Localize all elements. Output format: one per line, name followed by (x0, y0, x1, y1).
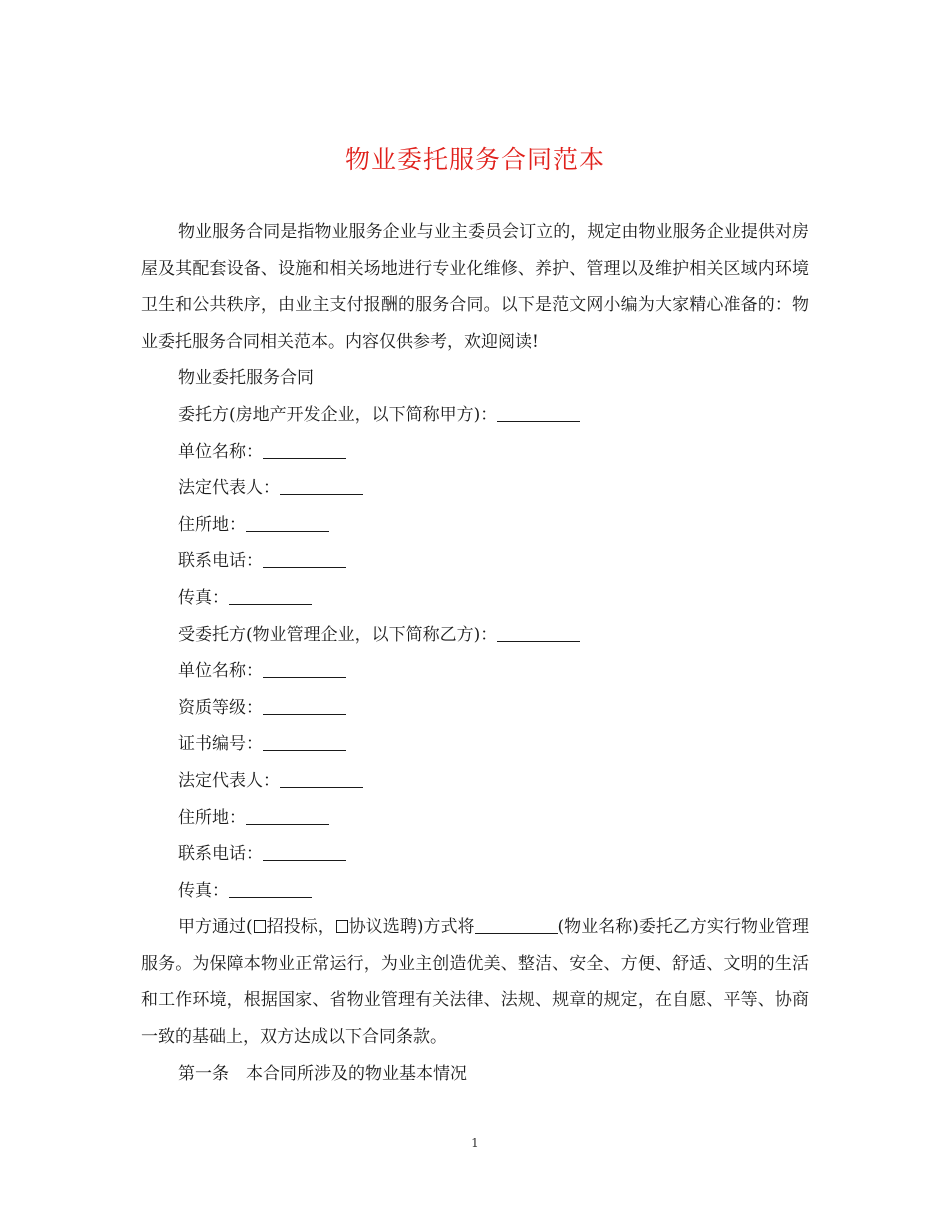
fill-blank (497, 404, 580, 422)
fill-blank (246, 807, 329, 825)
contract-heading: 物业委托服务合同 (178, 368, 314, 389)
field-label: 传真： (178, 880, 229, 901)
fill-blank (229, 880, 312, 898)
party-a-field (141, 434, 809, 471)
party-b-field (141, 800, 809, 837)
option-agreement: 协议选聘)方式将 (348, 917, 475, 938)
document-body (141, 214, 809, 1092)
checkbox-agreement[interactable] (336, 920, 348, 933)
party-a-field (141, 507, 809, 544)
page-number: 1 (471, 1136, 479, 1150)
fill-blank (263, 843, 346, 861)
party-b-field (141, 653, 809, 690)
fill-blank (263, 660, 346, 678)
party-b-field (141, 873, 809, 910)
field-label: 联系电话： (178, 844, 263, 865)
fill-blank (280, 477, 363, 495)
field-label: 住所地： (178, 807, 246, 828)
party-b-line (141, 617, 809, 654)
fill-blank (497, 624, 580, 642)
fill-blank (229, 587, 312, 605)
mandate-prefix: 甲方通过( (178, 917, 253, 938)
party-a-field (141, 543, 809, 580)
party-b-label: 受委托方(物业管理企业，以下简称乙方)： (178, 624, 498, 645)
party-a-line (141, 397, 809, 434)
field-label: 法定代表人： (178, 478, 280, 499)
party-b-field (141, 763, 809, 800)
field-label: 单位名称： (178, 661, 263, 682)
field-label: 证书编号： (178, 734, 263, 755)
mandate-suffix: (物业名称)委托乙方实行物业管理服务。为保障本物业正常运行，为业主创造优美、整洁、安全、方便、舒适、文明的生活和工作环境，根据国家、省物业管理有关法律、法规、规章的规定，在自愿、平等、协商一致的基础上，双方达成以下合同条款。 (141, 917, 810, 1048)
fill-blank (263, 550, 346, 568)
article-heading: 第一条 本合同所涉及的物业基本情况 (178, 1063, 467, 1084)
fill-blank (263, 441, 346, 459)
party-a-field (141, 580, 809, 617)
checkbox-tender[interactable] (254, 920, 266, 933)
document-title: 物业委托服务合同范本 (344, 145, 605, 174)
party-b-field (141, 726, 809, 763)
party-b-field (141, 690, 809, 727)
field-label: 单位名称： (178, 441, 263, 462)
intro-paragraph: 物业服务合同是指物业服务企业与业主委员会订立的，规定由物业服务企业提供对房屋及其配套设备、设施和相关场地进行专业化维修、养护、管理以及维护相关区域内环境卫生和公共秩序，由业主支付报酬的服务合同。以下是范文网小编为大家精心准备的：物业委托服务合同相关范本。内容仅供参考，欢迎阅读! (141, 222, 809, 352)
field-label: 资质等级： (178, 697, 263, 718)
party-a-label: 委托方(房地产开发企业，以下简称甲方)： (178, 404, 498, 425)
field-label: 法定代表人： (178, 770, 280, 791)
fill-blank (263, 733, 346, 751)
fill-blank (263, 697, 346, 715)
field-label: 传真： (178, 587, 229, 608)
fill-blank (475, 916, 558, 934)
fill-blank (246, 514, 329, 532)
party-a-field (141, 470, 809, 507)
field-label: 住所地： (178, 514, 246, 535)
option-tender: 招投标， (266, 917, 335, 938)
fill-blank (280, 770, 363, 788)
party-b-field (141, 836, 809, 873)
field-label: 联系电话： (178, 551, 263, 572)
mandate-paragraph (141, 909, 809, 1055)
